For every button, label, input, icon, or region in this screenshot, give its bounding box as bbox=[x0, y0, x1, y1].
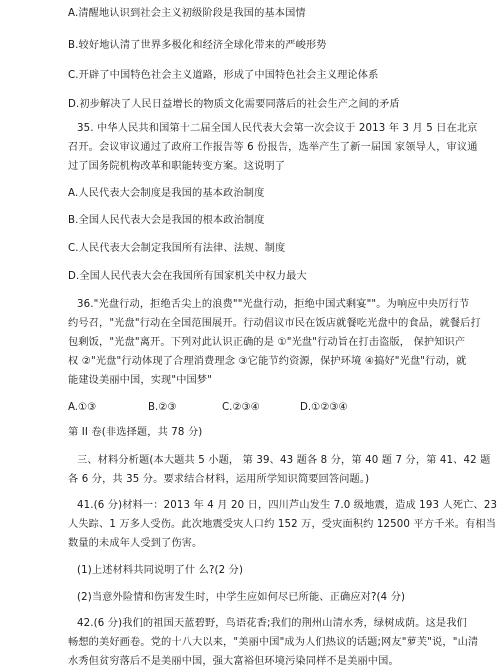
q41-stem-line-1: 41.(6 分)材料一：2013 年 4 月 20 日，四川芦山发生 7.0 级地震，造成 193 人死亡、23 bbox=[77, 500, 498, 511]
q42-stem-line-1: 42.(6 分)我们的祖国天蓝碧野，鸟语花香;我们的荆州山清水秀，绿树成荫。这是我们 bbox=[77, 618, 467, 629]
q35-option-d: D.全国人民代表大会在我国所有国家机关中权力最大 bbox=[68, 271, 307, 282]
q34-option-c: C.开辟了中国特色社会主义道路，形成了中国特色社会主义理论体系 bbox=[68, 70, 379, 81]
q41-stem-line-2: 人失踪、1 万多人受伤。此次地震受灾人口约 152 万，受灾面积约 12500 平方千米。有相当 bbox=[68, 519, 497, 530]
q41-sub-question-2: (2)当意外险情和伤害发生时，中学生应如何尽已所能、正确应对?(4 分) bbox=[77, 592, 406, 603]
q42-stem-line-3: 水秀但贫穷落后不是美丽中国，强大富裕但环境污染同样不是美丽中国。 bbox=[68, 656, 399, 667]
q34-option-b: B.较好地认清了世界多极化和经济全球化带来的严峻形势 bbox=[68, 40, 327, 51]
q34-option-d: D.初步解决了人民日益增长的物质文化需要同落后的社会生产之间的矛盾 bbox=[68, 99, 400, 110]
q36-choice-d: D.①②③④ bbox=[300, 402, 348, 413]
q36-stem-line-5: 能建设美丽中国，实现"中国梦" bbox=[68, 375, 213, 386]
section-2-title: 第 II 卷(非选择题，共 78 分) bbox=[68, 427, 203, 438]
q36-choice-c: C.②③④ bbox=[222, 402, 260, 413]
q35-stem-line-3: 过了国务院机构改革和职能转变方案。这说明了 bbox=[68, 161, 286, 172]
section-2-heading-line-1: 三、材料分析题(本大题共 5 小题， 第 39、43 题各 8 分，第 40 题 7 分，第 41、42 题 bbox=[77, 455, 491, 466]
q36-stem-line-4: 权 ②"光盘"行动体现了合理消费理念 ③它能节约资源，保护环境 ④搞好"光盘"行动，就 bbox=[68, 356, 467, 367]
q35-stem-line-2: 召开。会议审议通过了政府工作报告等 6 份报告，选举产生了新一届国 家领导人，审议通 bbox=[68, 142, 478, 153]
section-2-heading-line-2: 各 6 分，共 35 分。要求结合材料，运用所学知识简要回答问题。) bbox=[68, 474, 370, 485]
q36-stem-line-2: 约号召，"光盘"行动在全国范围展开。行动倡议市民在饭店就餐吃光盘中的食品，就餐后打 bbox=[68, 318, 481, 329]
q42-stem-line-2: 畅想的美好画卷。党的十八大以来，"美丽中国"成为人们热议的话题;网友"萝芙"说，"山清 bbox=[68, 637, 479, 648]
q41-stem-line-3: 数量的未成年人受到了伤害。 bbox=[68, 538, 203, 549]
q36-choice-b: B.②③ bbox=[148, 402, 177, 413]
q34-option-a: A.清醒地认识到社会主义初级阶段是我国的基本国情 bbox=[68, 8, 306, 19]
q35-stem-line-1: 35. 中华人民共和国第十二届全国人民代表大会第一次会议于 2013 年 3 月 5 日在北京 bbox=[77, 123, 478, 134]
q41-sub-question-1: (1)上述材料共同说明了什 么?(2 分) bbox=[77, 565, 244, 576]
q36-stem-line-1: 36."光盘行动，拒绝舌尖上的浪费""光盘行动，拒绝中国式剩宴""。为响应中央厉行节 bbox=[77, 299, 470, 310]
q35-option-b: B.全国人民代表大会是我国的根本政治制度 bbox=[68, 215, 265, 226]
q35-option-a: A.人民代表大会制度是我国的基本政治制度 bbox=[68, 188, 265, 199]
q35-option-c: C.人民代表大会制定我国所有法律、法规、制度 bbox=[68, 243, 286, 254]
q36-stem-line-3: 包剩饭，"光盘"离开。下列对此认识正确的是 ①"光盘"行动旨在打击盗版， 保护知识产 bbox=[68, 337, 466, 348]
q36-choice-a: A.①③ bbox=[68, 402, 97, 413]
